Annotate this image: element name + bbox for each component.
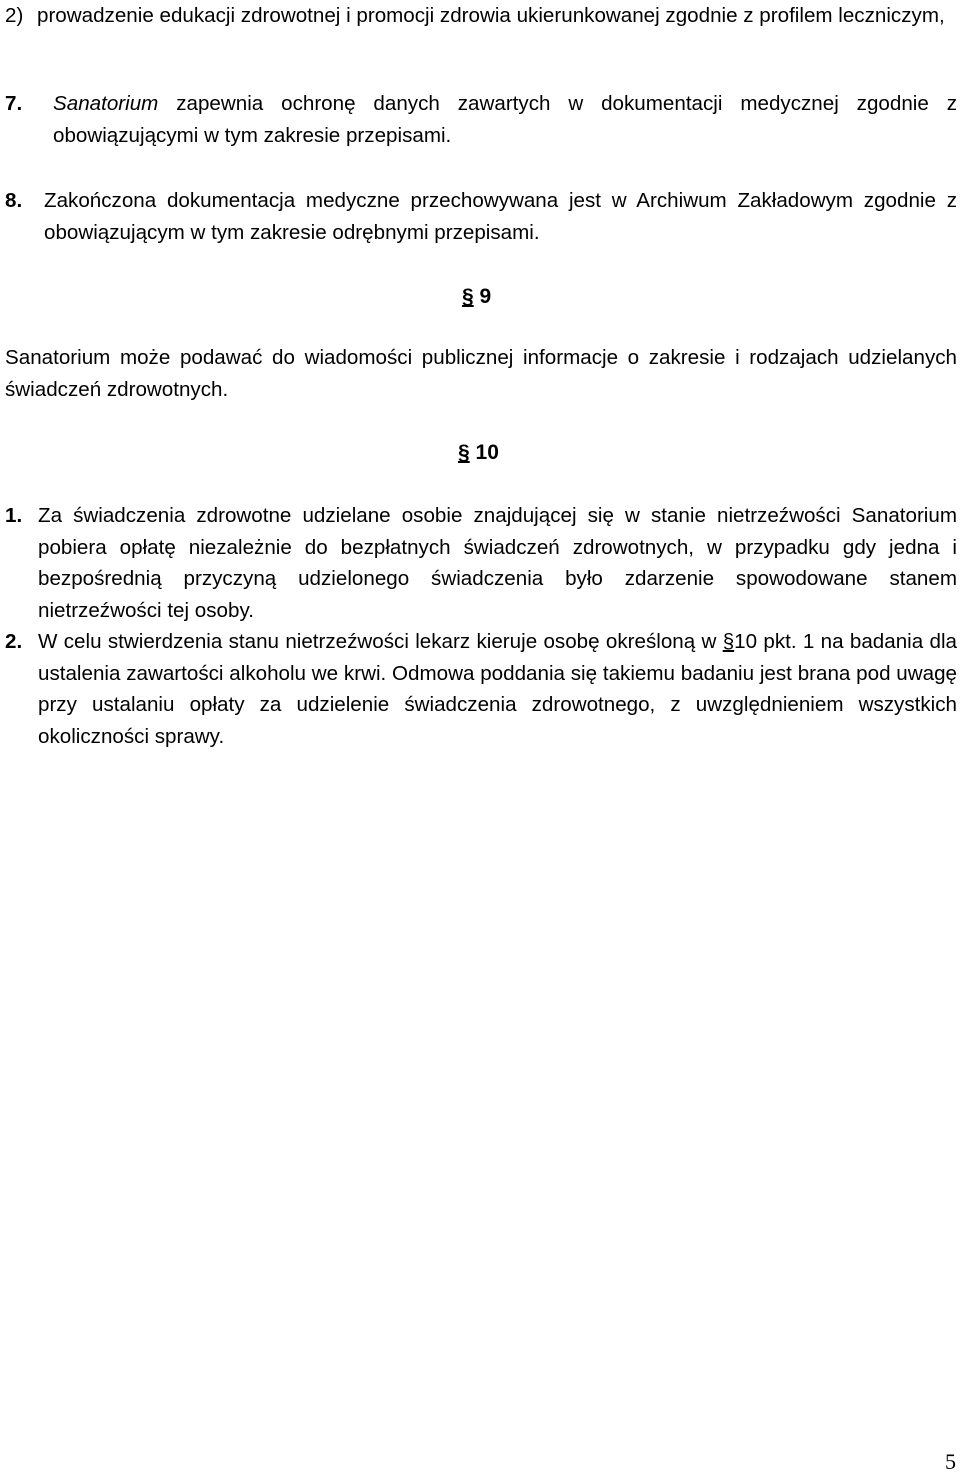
point-1-text: Za świadczenia zdrowotne udzielane osobie znajdującej się w stanie nietrzeźwości Sanatorium pobiera opłatę niezależnie do bezpłatnych świadczeń zdrowotnych, w przypadku gdy jedna i bezpośrednią przyczyną udzielonego świadczenia było zdarzenie spowodowane stanem nietrzeźwości tej osoby. — [38, 504, 957, 622]
point-8-text: Zakończona dokumentacja medyczne przechowywana jest w Archiwum Zakładowym zgodnie z obowiązującym w tym zakresie odrębnymi przepisami. — [44, 189, 957, 244]
point-8-number: 8. — [5, 189, 23, 212]
point-2-body — [38, 626, 957, 752]
point-1-number: 1. — [5, 504, 23, 527]
point-7 — [5, 88, 957, 151]
section-symbol: § — [458, 441, 470, 464]
section-number: 9 — [479, 285, 492, 308]
point-8 — [5, 185, 957, 248]
list-item-2 — [5, 0, 957, 32]
list-item-label: 2) — [5, 4, 24, 27]
point-2-text-before: W celu stwierdzenia stanu nietrzeźwości lekarz kieruje osobę określoną w — [38, 630, 717, 653]
list-item-text: prowadzenie edukacji zdrowotnej i promocji zdrowia ukierunkowanej zgodnie z profilem leczniczym, — [37, 4, 945, 27]
page-number: 5 — [945, 1449, 956, 1474]
point-2-number: 2. — [5, 630, 23, 653]
section-reference-symbol: § — [722, 630, 735, 653]
point-2-text-after: 10 pkt. 1 na badania dla ustalenia zawartości alkoholu we krwi. Odmowa poddania się takiemu badaniu jest brana pod uwagę przy ustalaniu opłaty za udzielenie świadczenia zdrowotnego, z uwzględnieniem wszystkich okoliczności sprawy. — [38, 630, 957, 748]
section-9-text: Sanatorium może podawać do wiadomości publicznej informacje o zakresie i rodzajach udzielanych świadczeń zdrowotnych. — [5, 346, 957, 401]
point-7-number: 7. — [5, 92, 23, 115]
section-10-heading — [458, 438, 499, 468]
section-number: 10 — [475, 441, 499, 464]
section-10-point-1 — [5, 500, 957, 626]
section-9-heading — [462, 282, 491, 312]
point-7-body — [53, 88, 957, 151]
section-symbol: § — [462, 285, 474, 308]
point-7-italic-word: Sanatorium — [53, 92, 159, 115]
section-10-point-2 — [5, 626, 957, 752]
point-7-text: zapewnia ochronę danych zawartych w dokumentacji medycznej zgodnie z obowiązującymi w tym zakresie przepisami. — [53, 92, 957, 147]
